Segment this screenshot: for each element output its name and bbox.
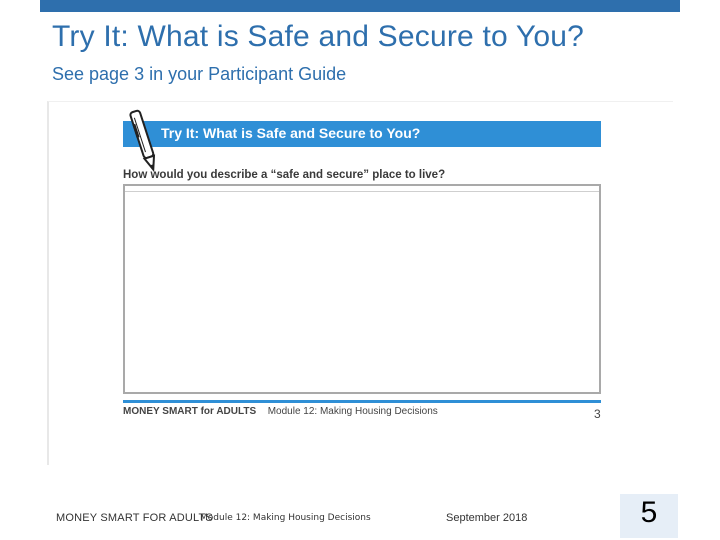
guide-header-title: Try It: What is Safe and Secure to You?: [161, 125, 421, 141]
pen-icon: [129, 108, 159, 174]
slide-title: Try It: What is Safe and Secure to You?: [52, 20, 584, 53]
footer-date: September 2018: [446, 512, 528, 524]
guide-footer-module: Module 12: Making Housing Decisions: [267, 406, 438, 417]
slide-number: 5: [640, 496, 658, 529]
guide-footer: [123, 406, 438, 417]
answer-box: [123, 184, 601, 394]
guide-footer-brand: MONEY SMART for ADULTS: [123, 406, 257, 417]
slide-subtitle: See page 3 in your Participant Guide: [52, 64, 347, 84]
guide-header-bar: [123, 121, 601, 147]
answer-box-rule: [125, 191, 599, 192]
guide-footer-rule: [123, 400, 601, 403]
slide-number-box: [620, 494, 678, 538]
participant-guide-excerpt: [47, 101, 673, 465]
footer-brand: MONEY SMART FOR ADULTS: [56, 512, 214, 524]
guide-page-number: 3: [594, 407, 601, 421]
guide-question: How would you describe a “safe and secure” place to live?: [123, 169, 446, 181]
top-accent-bar: [40, 0, 680, 12]
footer-module: Module 12: Making Housing Decisions: [200, 513, 371, 523]
